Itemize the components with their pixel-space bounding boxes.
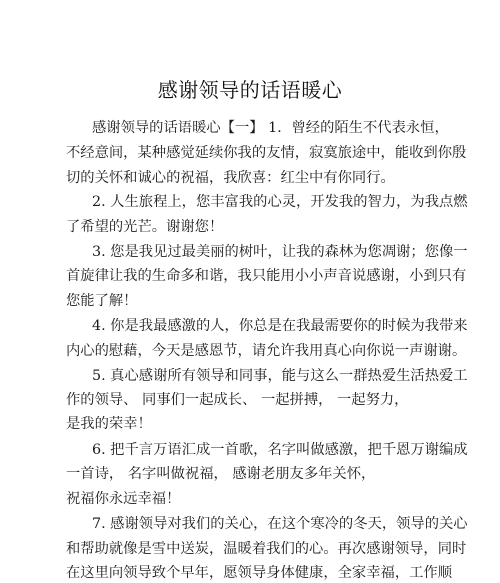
document-title: 感谢领导的话语暖心 xyxy=(157,78,343,102)
paragraph-line: 是我的荣幸！ xyxy=(66,416,152,432)
paragraph-line: 首旋律让我的生命多和谐，我只能用小小声音说感谢，小到只有 xyxy=(66,268,467,284)
paragraph-line: 在这里向领导致个早年，愿领导身体健康，全家幸福，工作顺 xyxy=(66,565,453,581)
paragraph-line: 祝福你永远幸福！ xyxy=(66,491,181,507)
paragraph-line: 5. 真心感谢所有领导和同事，能与这么一群热爱生活热爱工 xyxy=(92,368,468,384)
paragraph-line: 7. 感谢领导对我们的关心，在这个寒冷的冬天，领导的关心 xyxy=(92,516,468,532)
paragraph-line: 了希望的光芒。谢谢您！ xyxy=(66,219,224,235)
paragraph-line: 切的关怀和诚心的祝福，我欣喜：红尘中有你同行。 xyxy=(66,170,395,186)
paragraph-line: 4. 你是我最感激的人，你总是在我最需要你的时候为我带来 xyxy=(92,318,468,334)
paragraph-line: 和帮助就像是雪中送炭，温暖着我们的心。再次感谢领导，同时 xyxy=(66,541,467,557)
paragraph-line: 作的领导、 同事们一起成长、 一起拼搏， 一起努力， xyxy=(66,392,409,408)
paragraph-line: 内心的慰藉，今天是感恩节，请允许我用真心向你说一声谢谢。 xyxy=(66,343,467,359)
paragraph-line: 感谢领导的话语暖心【一】 1．曾经的陌生不代表永恒， xyxy=(92,120,449,136)
paragraph-line: 6. 把千言万语汇成一首歌，名字叫做感激，把千恩万谢编成 xyxy=(92,442,468,458)
paragraph-line: 一首诗， 名字叫做祝福， 感谢老朋友多年关怀， xyxy=(66,466,376,482)
paragraph-line: 2. 人生旅程上，您丰富我的心灵，开发我的智力，为我点燃 xyxy=(92,194,468,210)
paragraph-line: 您能了解！ xyxy=(66,293,138,309)
paragraph-line: 3. 您是我见过最美丽的树叶，让我的森林为您凋谢；您像一 xyxy=(92,244,468,260)
paragraph-line: 不经意间，某种感觉延续你我的友情，寂寞旅途中，能收到你殷 xyxy=(66,145,467,161)
